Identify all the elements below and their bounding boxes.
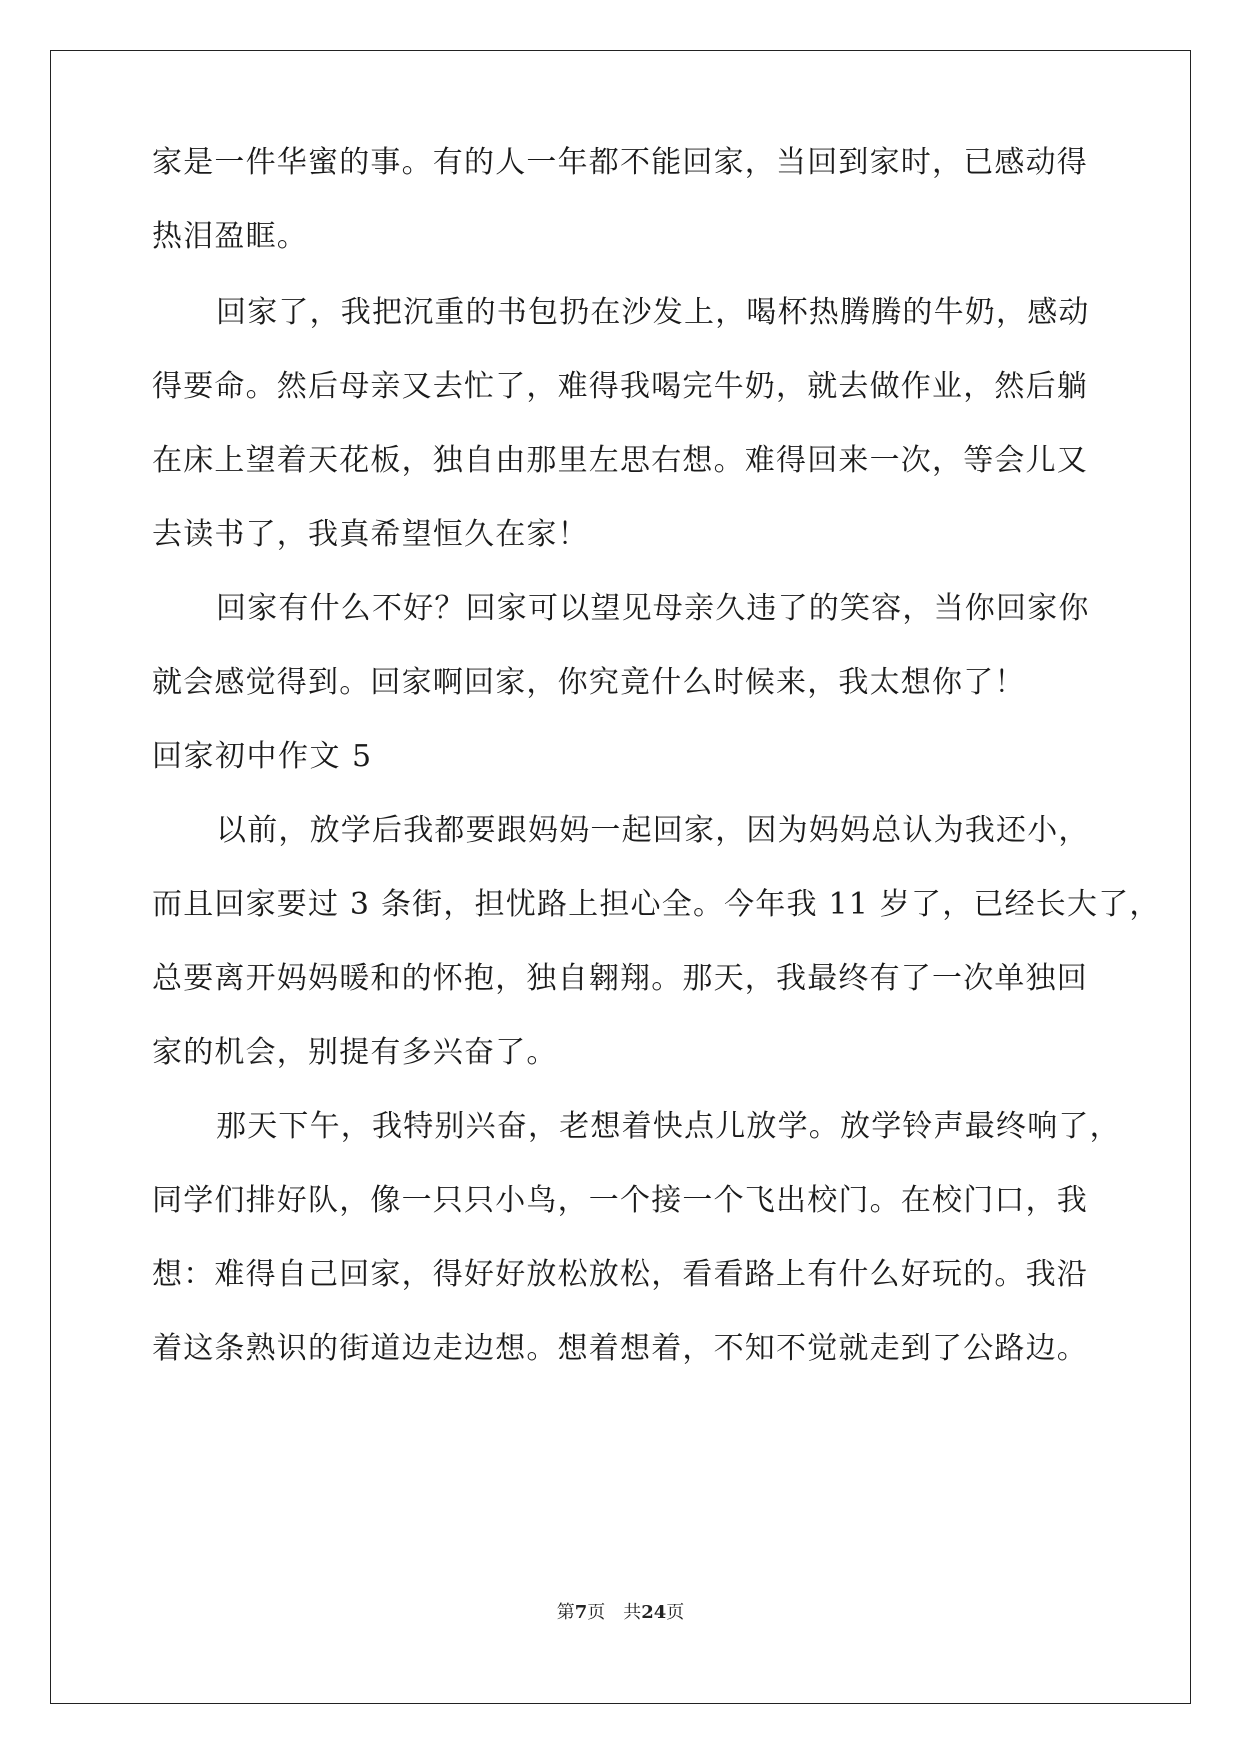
text-line: 想：难得自己回家，得好好放松放松，看看路上有什么好玩的。我沿: [152, 1257, 1088, 1292]
text-line: 总要离开妈妈暖和的怀抱，独自翱翔。那天，我最终有了一次单独回: [152, 961, 1088, 996]
paragraph-start-line: 以前，放学后我都要跟妈妈一起回家，因为妈妈总认为我还小，: [216, 813, 1090, 848]
section-heading: 回家初中作文 5: [152, 739, 373, 774]
footer-page-suffix: 页: [587, 1602, 606, 1623]
paragraph-start-line: 那天下午，我特别兴奋，老想着快点儿放学。放学铃声最终响了，: [216, 1109, 1121, 1144]
text-line: 而且回家要过 3 条街，担忧路上担心全。今年我 11 岁了，已经长大了，: [152, 887, 1161, 922]
text-line: 家是一件华蜜的事。有的人一年都不能回家，当回到家时，已感动得: [152, 145, 1088, 180]
total-page-count: 24: [641, 1602, 667, 1623]
page-footer: [0, 1598, 1241, 1624]
text-line: 去读书了，我真希望恒久在家！: [152, 517, 589, 552]
text-line: 着这条熟识的街道边走边想。想着想着，不知不觉就走到了公路边。: [152, 1331, 1088, 1366]
paragraph-start-line: 回家了，我把沉重的书包扔在沙发上，喝杯热腾腾的牛奶，感动: [216, 295, 1090, 330]
text-line: 就会感觉得到。回家啊回家，你究竟什么时候来，我太想你了！: [152, 665, 1026, 700]
text-line: 同学们排好队，像一只只小鸟，一个接一个飞出校门。在校门口，我: [152, 1183, 1088, 1218]
footer-total-suffix: 页: [666, 1602, 685, 1623]
paragraph-start-line: 回家有什么不好？回家可以望见母亲久违了的笑容，当你回家你: [216, 591, 1090, 626]
text-line: 家的机会，别提有多兴奋了。: [152, 1035, 558, 1070]
footer-total-prefix: 共: [623, 1602, 642, 1623]
text-line: 热泪盈眶。: [152, 219, 308, 254]
footer-prefix: 第: [556, 1602, 575, 1623]
text-line: 在床上望着天花板，独自由那里左思右想。难得回来一次，等会儿又: [152, 443, 1088, 478]
current-page-number: 7: [574, 1602, 588, 1623]
text-line: 得要命。然后母亲又去忙了，难得我喝完牛奶，就去做作业，然后躺: [152, 369, 1088, 404]
